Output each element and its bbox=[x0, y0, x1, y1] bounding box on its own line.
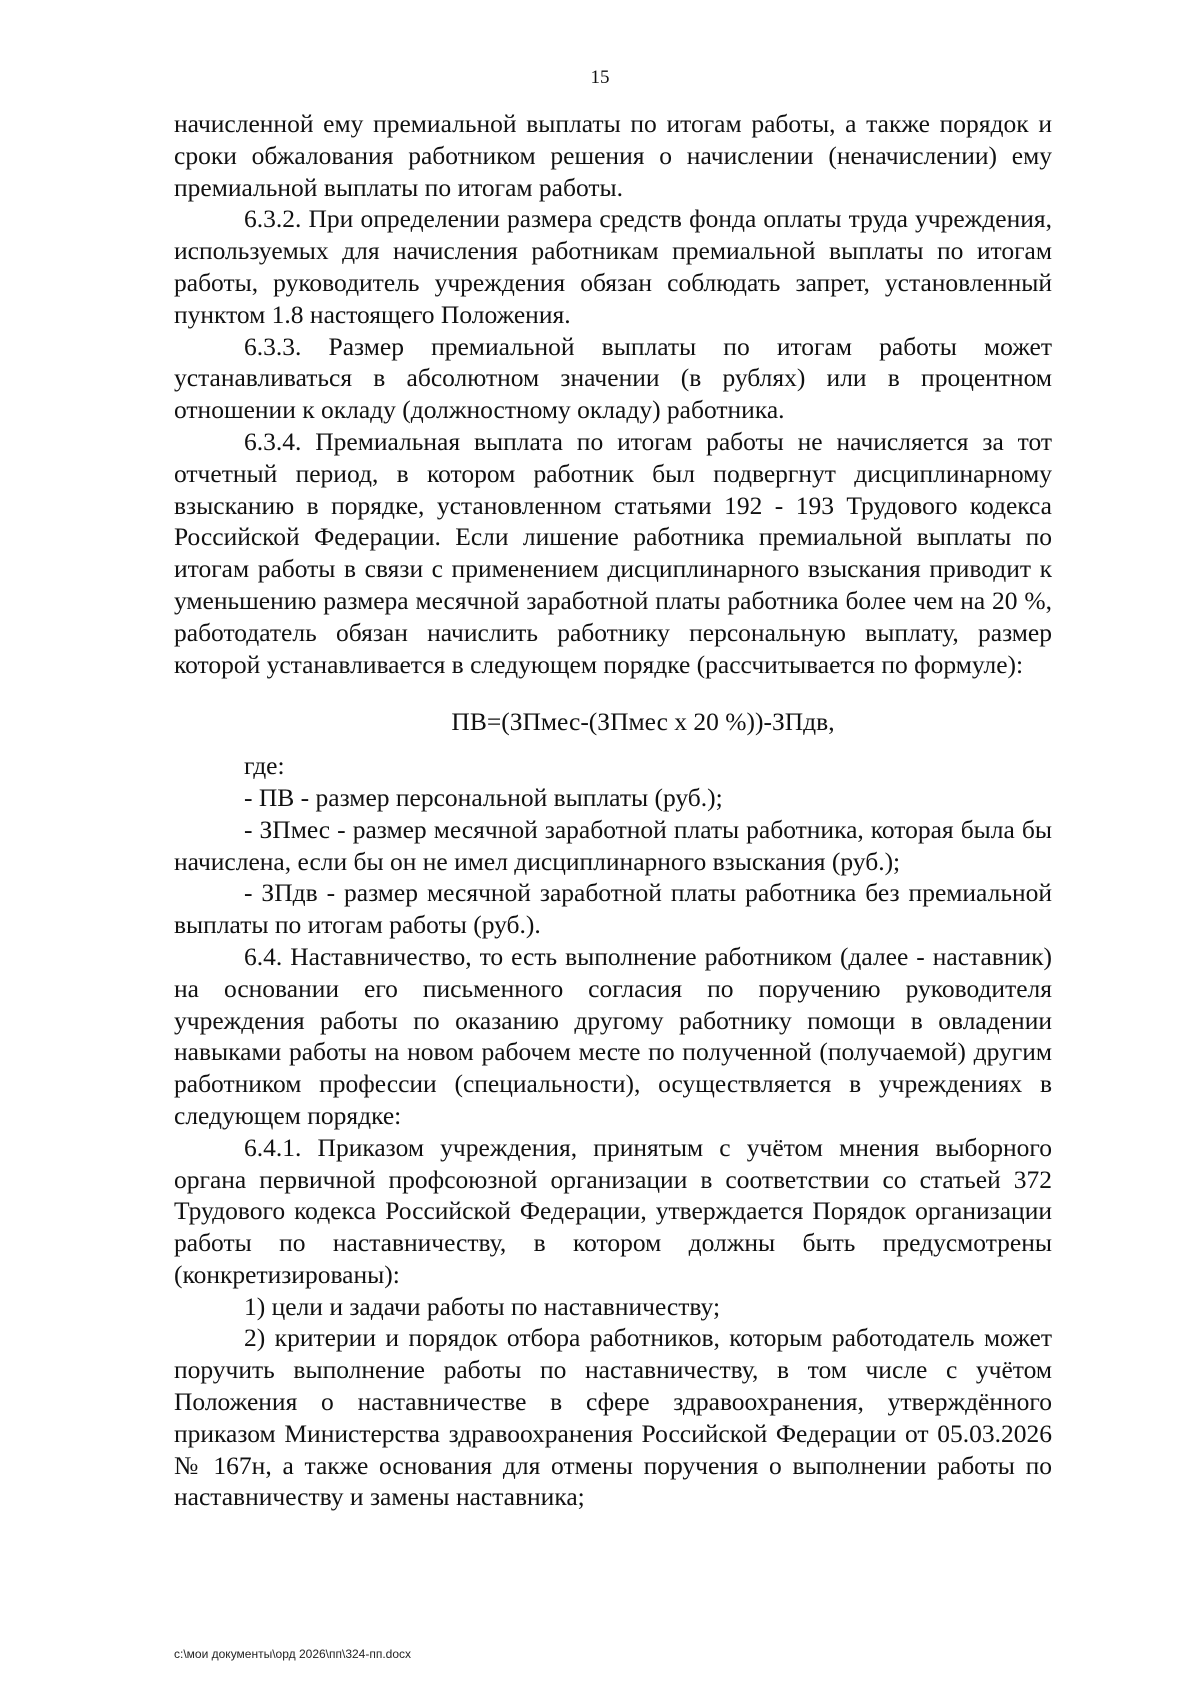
document-body bbox=[174, 108, 1052, 1513]
list-item-1: 1) цели и задачи работы по наставничеству; bbox=[244, 1291, 721, 1321]
paragraph-6-4: 6.4. Наставничество, то есть выполнение работником (далее - наставник) на основании его письменного согласия по поручению руководителя учреждения работы по оказанию другому работнику помощи в овладении навыками работы на новом рабочем месте по полученной (получаемой) другим работником профессии (специальности), осуществляется в учреждениях в следующем порядке: bbox=[174, 941, 1052, 1130]
paragraph-6-3-2: 6.3.2. При определении размера средств фонда оплаты труда учреждения, используемых для начисления работникам премиальной выплаты по итогам работы, руководитель учреждения обязан соблюдать запрет, установленный пунктом 1.8 настоящего Положения. bbox=[174, 204, 1052, 329]
footer-file-path: c:\мои документы\орд 2026\пп\324-пп.docx bbox=[174, 1647, 412, 1661]
list-item-2: 2) критерии и порядок отбора работников, которым работодатель может поручить выполнение работы по наставничеству, в том числе с учётом Положения о наставничестве в сфере здравоохранения, утверждённого приказом Министерства здравоохранения Российской Федерации от 05.03.2026 № 167н, а также основания для отмены поручения о выполнении работы по наставничеству и замены наставника; bbox=[174, 1323, 1052, 1512]
formula-term-zpmes: - ЗПмес - размер месячной заработной платы работника, которая была бы начислена, если бы он не имел дисциплинарного взыскания (руб.); bbox=[174, 814, 1052, 876]
paragraph-continuation: начисленной ему премиальной выплаты по итогам работы, а также порядок и сроки обжалования работником решения о начислении (неначислении) ему премиальной выплаты по итогам работы. bbox=[174, 109, 1052, 202]
formula-where-label: где: bbox=[244, 751, 285, 781]
paragraph-6-3-4: 6.3.4. Премиальная выплата по итогам работы не начисляется за тот отчетный период, в котором работник был подвергнут дисциплинарному взысканию в порядке, установленном статьями 192 - 193 Трудового кодекса Российской Федерации. Если лишение работника премиальной выплаты по итогам работы в связи с применением дисциплинарного взыскания приводит к уменьшению размера месячной заработной платы работника более чем на 20 %, работодатель обязан начислить работнику персональную выплату, размер которой устанавливается в следующем порядке (рассчитывается по формуле): bbox=[174, 426, 1052, 679]
paragraph-6-3-3: 6.3.3. Размер премиальной выплаты по итогам работы может устанавливаться в абсолютном значении (в рублях) или в процентном отношении к окладу (должностному окладу) работника. bbox=[174, 331, 1052, 425]
formula-term-zpdv: - ЗПдв - размер месячной заработной платы работника без премиальной выплаты по итогам работы (руб.). bbox=[174, 878, 1052, 940]
formula: ПВ=(ЗПмес-(ЗПмес х 20 %))-ЗПдв, bbox=[451, 707, 835, 737]
page-number: 15 bbox=[590, 67, 610, 88]
formula-term-pv: - ПВ - размер персональной выплаты (руб.); bbox=[244, 782, 723, 812]
paragraph-6-4-1: 6.4.1. Приказом учреждения, принятым с учётом мнения выборного органа первичной профсоюзной организации в соответствии со статьей 372 Трудового кодекса Российской Федерации, утверждается Порядок организации работы по наставничеству, в котором должны быть предусмотрены (конкретизированы): bbox=[174, 1132, 1052, 1289]
